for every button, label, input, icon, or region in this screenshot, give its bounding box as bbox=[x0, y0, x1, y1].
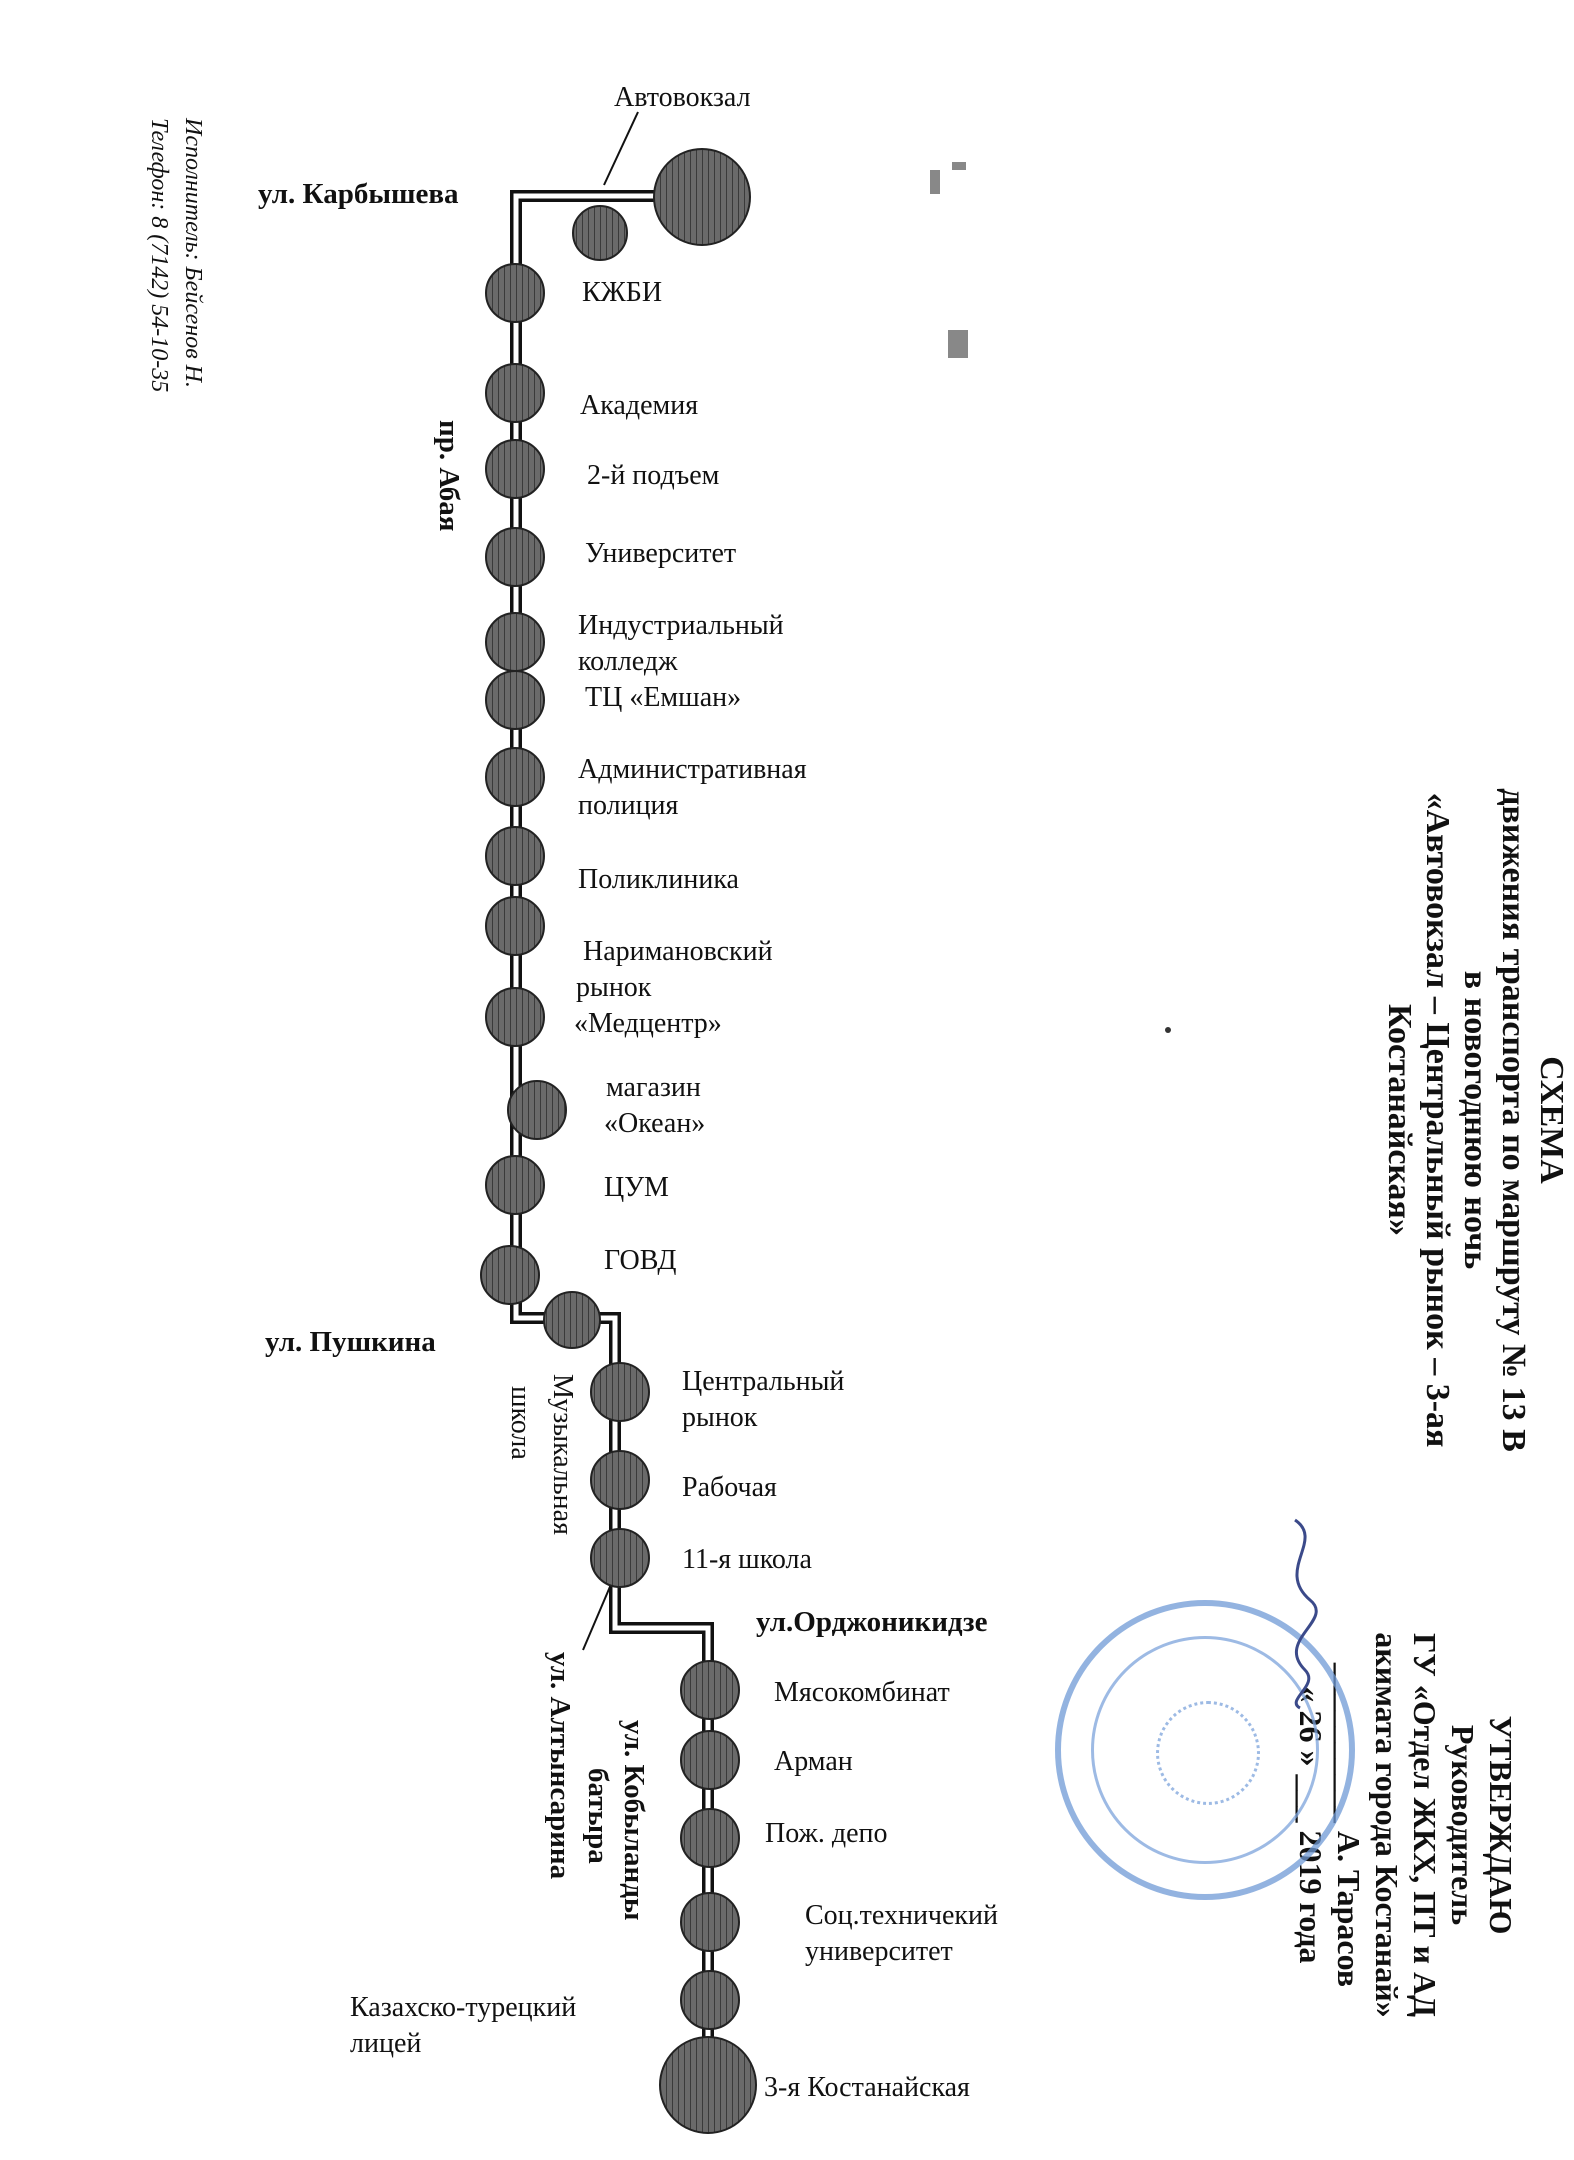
executor-block bbox=[142, 118, 210, 392]
stop-label-okean-1: магазин bbox=[606, 1072, 701, 1103]
stop-circle-industrial bbox=[486, 613, 544, 671]
stop-label-tsum: ЦУМ bbox=[604, 1172, 669, 1203]
stop-circle-nariman bbox=[486, 897, 544, 955]
stop-label-medcentr: «Медцентр» bbox=[574, 1008, 722, 1039]
stop-label-industrial-2: колледж bbox=[578, 646, 678, 677]
stop-circle-kostanay3 bbox=[660, 2037, 756, 2133]
stop-label-central-2: рынок bbox=[682, 1402, 758, 1433]
stop-circle-universitet bbox=[486, 528, 544, 586]
altynsarina-leader-line bbox=[583, 1582, 612, 1650]
stop-label-rabochaya: Рабочая bbox=[682, 1472, 777, 1503]
stop-circle-medcentr bbox=[486, 988, 544, 1046]
stop-label-poliklinika: Поликлиника bbox=[578, 864, 739, 895]
stop-circle-soc bbox=[681, 1893, 739, 1951]
stop-label-central-1: Центральный bbox=[682, 1366, 845, 1397]
stop-label-arman: Арман bbox=[774, 1746, 853, 1777]
stop-circle-emshan bbox=[486, 671, 544, 729]
title-line-4: «Автовокзал – Центральный рынок – 3-ая bbox=[1419, 792, 1456, 1448]
stop-circle-kzhbi bbox=[486, 264, 544, 322]
stop-circle-kazturk bbox=[681, 1971, 739, 2029]
approval-line-4: акимата города Костанай» bbox=[1369, 1632, 1405, 2018]
street-label-abaya: пр. Абая bbox=[433, 420, 465, 532]
stop-circle-akademiya bbox=[486, 364, 544, 422]
street-label-karbysheva: ул. Карбышева bbox=[258, 178, 459, 210]
stop-circle-avtovokzal-small bbox=[573, 206, 627, 260]
hub-leader-line bbox=[604, 112, 638, 185]
stop-label-admin-1: Административная bbox=[578, 754, 807, 785]
approval-line-5: __________ А. Тарасов bbox=[1331, 1662, 1367, 1988]
stop-circle-poliklinika bbox=[486, 827, 544, 885]
stop-label-industrial-1: Индустриальный bbox=[578, 610, 784, 641]
stop-circle-music-school bbox=[544, 1292, 600, 1348]
stop-label-emshan: ТЦ «Емшан» bbox=[585, 682, 742, 713]
stop-circle-avtovokzal-hub bbox=[654, 149, 750, 245]
stop-circle-pozh bbox=[681, 1809, 739, 1867]
street-label-ordzhonikidze: ул.Орджоникидзе bbox=[756, 1606, 988, 1638]
title-block bbox=[1380, 570, 1570, 1670]
title-line-5: Костанайская» bbox=[1381, 1004, 1418, 1236]
stop-label-universitet: Университет bbox=[585, 538, 737, 569]
scan-marks bbox=[930, 162, 1171, 1033]
street-label-pushkina: ул. Пушкина bbox=[265, 1326, 436, 1358]
stop-circle-tsum bbox=[486, 1156, 544, 1214]
street-label-kobylandy-2: батыра bbox=[582, 1768, 614, 1864]
approval-line-6: « 26 » ___ 2019 года bbox=[1293, 1686, 1329, 1964]
stop-circle-arman bbox=[681, 1731, 739, 1789]
approval-line-2: Руководитель bbox=[1445, 1724, 1481, 1926]
stop-circle-school11 bbox=[591, 1529, 649, 1587]
street-label-altynsarina: ул. Алтынсарина bbox=[544, 1652, 576, 1880]
stop-label-soc-1: Соц.техничекий bbox=[805, 1900, 999, 1931]
stop-label-music-2: школа bbox=[505, 1386, 536, 1460]
stop-label-podem: 2-й подъем bbox=[587, 460, 720, 491]
stop-label-okean-2: «Океан» bbox=[604, 1108, 706, 1139]
stop-label-akademiya: Академия bbox=[580, 390, 699, 421]
signature-mark bbox=[1255, 1510, 1345, 1710]
stop-label-admin-2: полиция bbox=[578, 790, 679, 821]
stop-label-kazturk-1: Казахско-турецкий bbox=[350, 1992, 577, 2023]
approval-line-1: УТВЕРЖДАЮ bbox=[1483, 1715, 1519, 1935]
stop-circle-rabochaya bbox=[591, 1451, 649, 1509]
hub-label-avtovokzal: Автовокзал bbox=[614, 82, 751, 113]
stop-label-kostanay3: 3-я Костанайская bbox=[764, 2072, 970, 2103]
stop-label-kazturk-2: лицей bbox=[350, 2028, 422, 2059]
street-label-kobylandy-1: ул. Кобыланды bbox=[618, 1720, 650, 1921]
executor-line-2: Телефон: 8 (7142) 54-10-35 bbox=[146, 118, 172, 393]
stop-circle-myaso bbox=[681, 1661, 739, 1719]
stop-label-pozh: Пож. депо bbox=[765, 1818, 888, 1849]
stop-label-nariman-2: рынок bbox=[576, 972, 652, 1003]
stop-label-kzhbi: КЖБИ bbox=[582, 277, 663, 308]
stop-label-nariman-1: Наримановский bbox=[583, 936, 773, 967]
stop-label-govd: ГОВД bbox=[604, 1245, 677, 1276]
stop-label-school11: 11-я школа bbox=[682, 1544, 812, 1575]
stop-label-music-1: Музыкальная bbox=[547, 1374, 578, 1535]
stop-circle-admin bbox=[486, 748, 544, 806]
title-line-1: СХЕМА bbox=[1533, 1056, 1570, 1184]
stop-label-soc-2: университет bbox=[805, 1936, 953, 1967]
approval-line-3: ГУ «Отдел ЖКХ, ПТ и АД bbox=[1407, 1632, 1443, 2018]
stop-circle-okean bbox=[508, 1081, 566, 1139]
executor-line-1: Исполнитель: Бейсенов Н. bbox=[180, 118, 206, 388]
title-line-2: движения транспорта по маршруту № 13 В bbox=[1495, 788, 1532, 1452]
title-line-3: в новогоднюю ночь bbox=[1457, 970, 1494, 1270]
stop-label-myaso: Мясокомбинат bbox=[774, 1677, 950, 1708]
stop-circle-central bbox=[591, 1363, 649, 1421]
stop-circle-podem bbox=[486, 440, 544, 498]
stop-circle-govd bbox=[481, 1246, 539, 1304]
